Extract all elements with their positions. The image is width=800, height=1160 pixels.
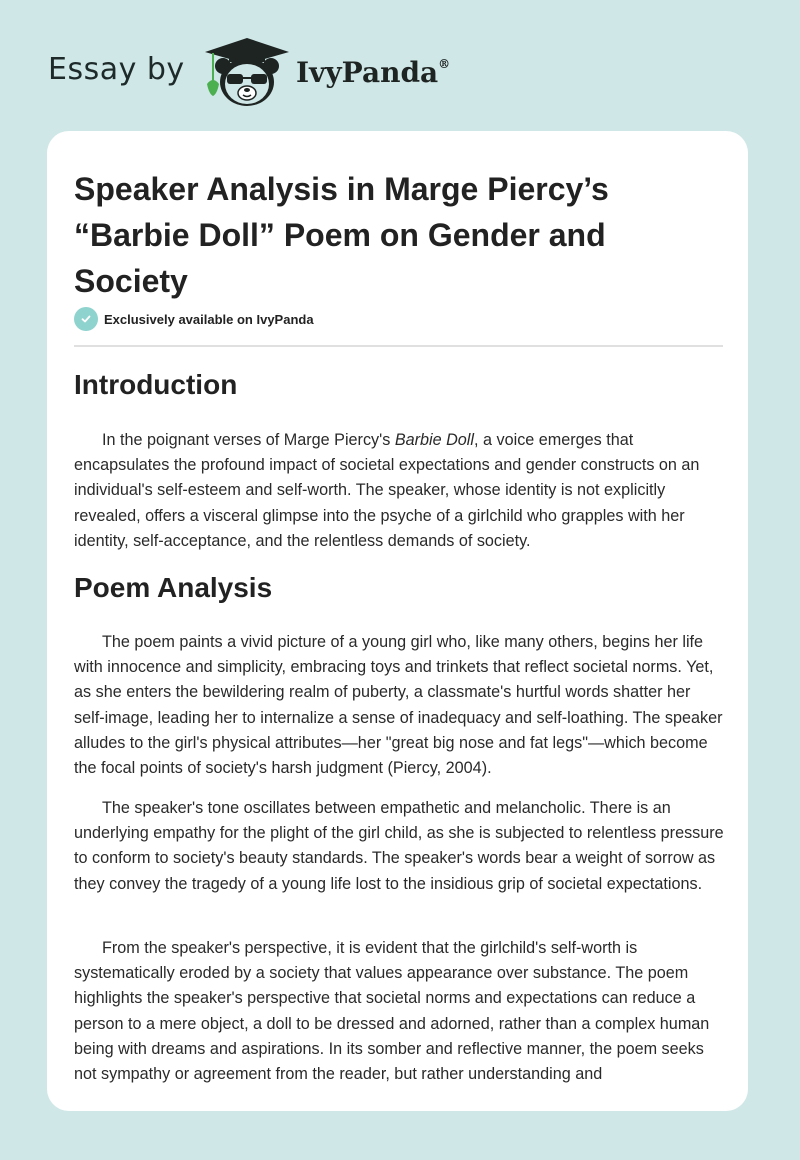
paragraph-text: , a voice emerges that encapsulates the profound impact of societal expectations and gender constructs on an individual's self-esteem and self-worth. The speaker, whose identity is not explicitly revealed, offers a visceral glimpse into the psyche of a girlchild who grapples with her identity, self-acceptance, and the relentless demands of society. [74,431,700,550]
essay-by-label: Essay by [48,52,185,87]
registered-mark: ® [438,56,451,71]
brand-text: IvyPanda [296,56,439,89]
badge-text: Exclusively available on IvyPanda [104,311,314,327]
paragraph: The poem paints a vivid picture of a young girl who, like many others, begins her life with innocence and simplicity, embracing toys and trinkets that reflect societal norms. Yet, as she enters the bewildering realm of puberty, a classmate's hurtful words shatter her self-image, leading her to internalize a sense of inadequacy and self-loathing. The speaker alludes to the girl's physical attributes—her "great big nose and fat legs"—which become the focal points of society's harsh judgment (Piercy, 2004). [74,633,723,778]
page-title: Speaker Analysis in Marge Piercy’s “Barbie Doll” Poem on Gender and Society [74,171,609,299]
essay-card [47,131,748,1111]
paragraph [74,428,724,554]
brand-name[interactable] [296,56,450,89]
paragraph: From the speaker's perspective, it is evident that the girlchild's self-worth is systematically eroded by a society that values appearance over substance. The poem highlights the speaker's perspective that societal norms and expectations can reduce a person to a mere object, a doll to be dressed and adorned, rather than a complex human being with dreams and aspirations. In its somber and reflective manner, the poem seeks not sympathy or agreement from the reader, but rather understanding and [74,939,710,1084]
section-heading-introduction: Introduction [74,369,238,400]
paragraph-text: In the poignant verses of Marge Piercy's [102,431,395,449]
poem-title-italic: Barbie Doll [394,431,475,449]
exclusive-badge [74,307,314,331]
check-circle-icon [74,307,98,331]
divider [74,345,723,347]
section-heading-poem-analysis: Poem Analysis [74,572,273,603]
panda-graduation-cap-icon[interactable] [203,36,291,108]
paragraph: The speaker's tone oscillates between empathetic and melancholic. There is an underlying empathy for the plight of the girl child, as she is subjected to relentless pressure to conform to society's beauty standards. The speaker's words bear a weight of sorrow as they convey the tragedy of a young life lost to the insidious grip of societal expectations. [74,799,724,893]
site-header [0,0,800,130]
